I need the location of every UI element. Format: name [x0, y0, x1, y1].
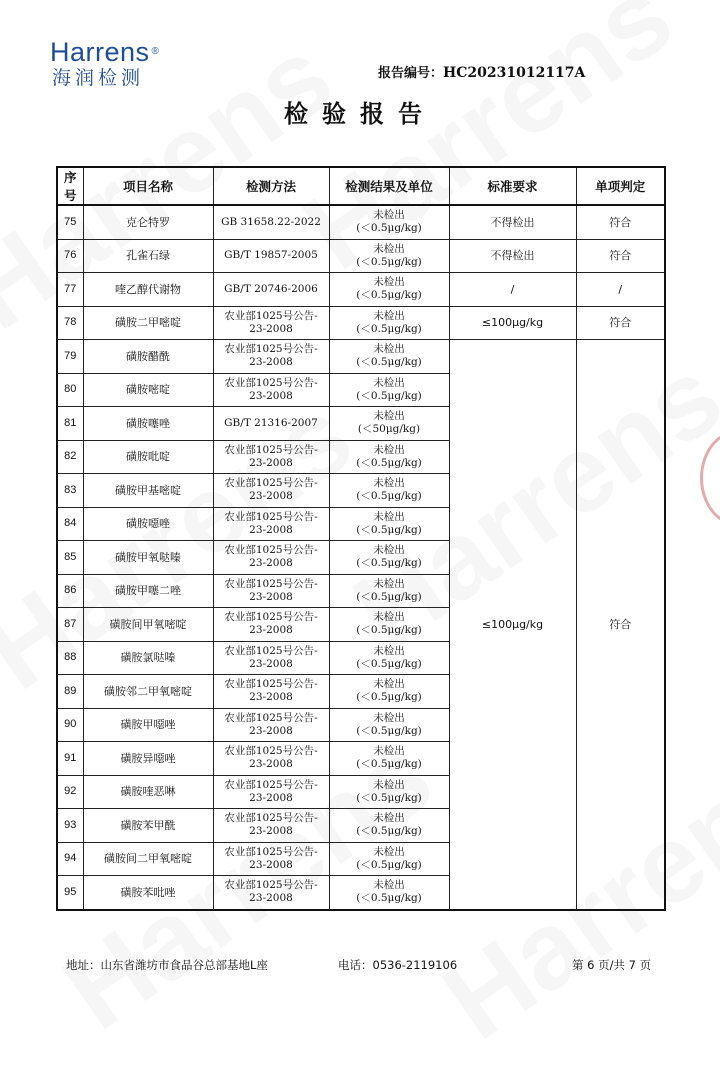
header-cell: 标准要求: [449, 167, 576, 205]
report-number: [378, 62, 585, 81]
test-method: GB/T 21316-2007: [213, 407, 329, 441]
row-number: 85: [57, 541, 83, 575]
test-method: 农业部1025号公告- 23-2008: [213, 373, 329, 407]
report-number-value: HC20231012117A: [443, 65, 586, 81]
item-name: 喹乙醇代谢物: [83, 273, 213, 307]
test-method: 农业部1025号公告- 23-2008: [213, 775, 329, 809]
item-judgement: 符合: [576, 239, 665, 273]
test-result: [329, 474, 449, 508]
result-status: 未检出: [373, 678, 405, 691]
test-method: 农业部1025号公告- 23-2008: [213, 876, 329, 910]
result-limit: (＜0.5μg/kg): [356, 456, 422, 469]
row-number: 92: [57, 775, 83, 809]
test-result: [329, 340, 449, 374]
item-name: 磺胺喹恶啉: [83, 775, 213, 809]
seal-stamp: [700, 430, 720, 526]
result-status: 未检出: [373, 477, 405, 490]
result-limit: (＜0.5μg/kg): [356, 657, 422, 670]
footer-phone: 电话：0536-2119106: [338, 958, 458, 972]
result-limit: (＜0.5μg/kg): [356, 255, 422, 268]
test-result: [329, 742, 449, 776]
result-status: 未检出: [373, 577, 405, 590]
result-limit: (＜0.5μg/kg): [356, 322, 422, 335]
table-row: [57, 205, 665, 239]
row-number: 95: [57, 876, 83, 910]
item-name: 孔雀石绿: [83, 239, 213, 273]
result-limit: (＜0.5μg/kg): [356, 389, 422, 402]
test-result: [329, 273, 449, 307]
row-number: 87: [57, 608, 83, 642]
test-method: 农业部1025号公告- 23-2008: [213, 708, 329, 742]
item-name: 磺胺甲基嘧啶: [83, 474, 213, 508]
result-status: 未检出: [373, 812, 405, 825]
row-number: 91: [57, 742, 83, 776]
result-status: 未检出: [373, 711, 405, 724]
result-limit: (＜0.5μg/kg): [356, 222, 422, 235]
result-limit: (＜0.5μg/kg): [356, 758, 422, 771]
page-title: 检验报告: [284, 100, 436, 128]
header-cell: 检测方法: [213, 167, 329, 205]
row-number: 82: [57, 440, 83, 474]
item-name: 克仑特罗: [83, 205, 213, 239]
standard-requirement: 不得检出: [449, 239, 576, 273]
result-limit: (＜0.5μg/kg): [356, 724, 422, 737]
test-result: [329, 407, 449, 441]
row-number: 80: [57, 373, 83, 407]
result-limit: (＜0.5μg/kg): [356, 590, 422, 603]
result-status: 未检出: [373, 242, 405, 255]
test-method: 农业部1025号公告- 23-2008: [213, 507, 329, 541]
item-name: 磺胺甲噻二唑: [83, 574, 213, 608]
result-limit: (＜0.5μg/kg): [356, 557, 422, 570]
result-status: 未检出: [373, 343, 405, 356]
result-status: 未检出: [373, 778, 405, 791]
item-name: 磺胺异噁唑: [83, 742, 213, 776]
result-status: 未检出: [373, 209, 405, 222]
item-name: 磺胺噁唑: [83, 507, 213, 541]
result-limit: (＜0.5μg/kg): [356, 624, 422, 637]
item-name: 磺胺嘧啶: [83, 373, 213, 407]
result-limit: (＜0.5μg/kg): [356, 289, 422, 302]
standard-requirement-merged: ≤100μg/kg: [449, 340, 576, 910]
table-header-row: [57, 167, 665, 205]
item-name: 磺胺甲噁唑: [83, 708, 213, 742]
test-result: [329, 608, 449, 642]
test-result: [329, 775, 449, 809]
table-row: [57, 239, 665, 273]
item-name: 磺胺苯吡唑: [83, 876, 213, 910]
test-method: 农业部1025号公告- 23-2008: [213, 675, 329, 709]
results-table: [56, 166, 666, 911]
row-number: 83: [57, 474, 83, 508]
result-status: 未检出: [373, 309, 405, 322]
result-status: 未检出: [373, 510, 405, 523]
test-method: 农业部1025号公告- 23-2008: [213, 340, 329, 374]
result-limit: (＜0.5μg/kg): [356, 791, 422, 804]
result-limit: (＜0.5μg/kg): [356, 490, 422, 503]
test-result: [329, 205, 449, 239]
result-status: 未检出: [373, 745, 405, 758]
test-result: [329, 842, 449, 876]
result-status: 未检出: [373, 443, 405, 456]
item-name: 磺胺醋酰: [83, 340, 213, 374]
standard-requirement: 不得检出: [449, 205, 576, 239]
item-name: 磺胺间二甲氧嘧啶: [83, 842, 213, 876]
result-limit: (＜0.5μg/kg): [356, 523, 422, 536]
row-number: 90: [57, 708, 83, 742]
item-name: 磺胺噻唑: [83, 407, 213, 441]
row-number: 77: [57, 273, 83, 307]
test-result: [329, 675, 449, 709]
item-judgement: 符合: [576, 306, 665, 340]
test-result: [329, 809, 449, 843]
item-name: 磺胺吡啶: [83, 440, 213, 474]
test-result: [329, 440, 449, 474]
result-status: 未检出: [373, 376, 405, 389]
test-method: 农业部1025号公告- 23-2008: [213, 306, 329, 340]
logo-text-cn: 海润检测: [52, 67, 145, 89]
test-method: 农业部1025号公告- 23-2008: [213, 742, 329, 776]
row-number: 94: [57, 842, 83, 876]
row-number: 76: [57, 239, 83, 273]
row-number: 81: [57, 407, 83, 441]
row-number: 84: [57, 507, 83, 541]
row-number: 79: [57, 340, 83, 374]
row-number: 89: [57, 675, 83, 709]
table-row: [57, 273, 665, 307]
result-status: 未检出: [373, 644, 405, 657]
result-limit: (＜0.5μg/kg): [356, 858, 422, 871]
item-judgement-merged: 符合: [576, 340, 665, 910]
test-method: 农业部1025号公告- 23-2008: [213, 541, 329, 575]
table-row: [57, 340, 665, 374]
result-limit: (＜0.5μg/kg): [356, 356, 422, 369]
item-name: 磺胺氯哒嗪: [83, 641, 213, 675]
test-result: [329, 876, 449, 910]
row-number: 86: [57, 574, 83, 608]
test-result: [329, 541, 449, 575]
registered-mark: ®: [151, 46, 160, 57]
table-row: [57, 306, 665, 340]
header-cell: 项目名称: [83, 167, 213, 205]
test-method: 农业部1025号公告- 23-2008: [213, 641, 329, 675]
test-method: 农业部1025号公告- 23-2008: [213, 809, 329, 843]
logo-text-en: Harrens: [50, 37, 150, 67]
table-body: [57, 205, 665, 910]
result-status: 未检出: [373, 611, 405, 624]
report-number-label: 报告编号：: [378, 66, 444, 81]
item-judgement: /: [576, 273, 665, 307]
test-method: 农业部1025号公告- 23-2008: [213, 842, 329, 876]
standard-requirement: /: [449, 273, 576, 307]
item-name: 磺胺邻二甲氧嘧啶: [83, 675, 213, 709]
header-cell: 单项判定: [576, 167, 665, 205]
result-status: 未检出: [373, 276, 405, 289]
result-status: 未检出: [373, 879, 405, 892]
row-number: 78: [57, 306, 83, 340]
header-cell: 检测结果及单位: [329, 167, 449, 205]
test-result: [329, 373, 449, 407]
result-status: 未检出: [373, 410, 405, 423]
footer-address: 地址：山东省潍坊市食品谷总部基地L座: [66, 958, 268, 972]
test-result: [329, 507, 449, 541]
test-result: [329, 306, 449, 340]
test-method: 农业部1025号公告- 23-2008: [213, 474, 329, 508]
test-method: 农业部1025号公告- 23-2008: [213, 574, 329, 608]
footer-page-number: 第 6 页/共 7 页: [572, 958, 652, 972]
result-status: 未检出: [373, 544, 405, 557]
item-name: 磺胺间甲氧嘧啶: [83, 608, 213, 642]
test-result: [329, 708, 449, 742]
item-name: 磺胺二甲嘧啶: [83, 306, 213, 340]
standard-requirement: ≤100μg/kg: [449, 306, 576, 340]
result-limit: (＜50μg/kg): [357, 423, 421, 436]
row-number: 93: [57, 809, 83, 843]
test-result: [329, 574, 449, 608]
test-result: [329, 239, 449, 273]
test-method: GB/T 20746-2006: [213, 273, 329, 307]
row-number: 75: [57, 205, 83, 239]
header-cell: 序号: [57, 167, 83, 205]
result-limit: (＜0.5μg/kg): [356, 892, 422, 905]
result-status: 未检出: [373, 845, 405, 858]
row-number: 88: [57, 641, 83, 675]
test-result: [329, 641, 449, 675]
test-method: GB 31658.22-2022: [213, 205, 329, 239]
test-method: 农业部1025号公告- 23-2008: [213, 608, 329, 642]
item-name: 磺胺苯甲酰: [83, 809, 213, 843]
test-method: 农业部1025号公告- 23-2008: [213, 440, 329, 474]
item-name: 磺胺甲氧哒嗪: [83, 541, 213, 575]
result-limit: (＜0.5μg/kg): [356, 825, 422, 838]
item-judgement: 符合: [576, 205, 665, 239]
test-method: GB/T 19857-2005: [213, 239, 329, 273]
result-limit: (＜0.5μg/kg): [356, 691, 422, 704]
company-logo: [50, 38, 159, 90]
